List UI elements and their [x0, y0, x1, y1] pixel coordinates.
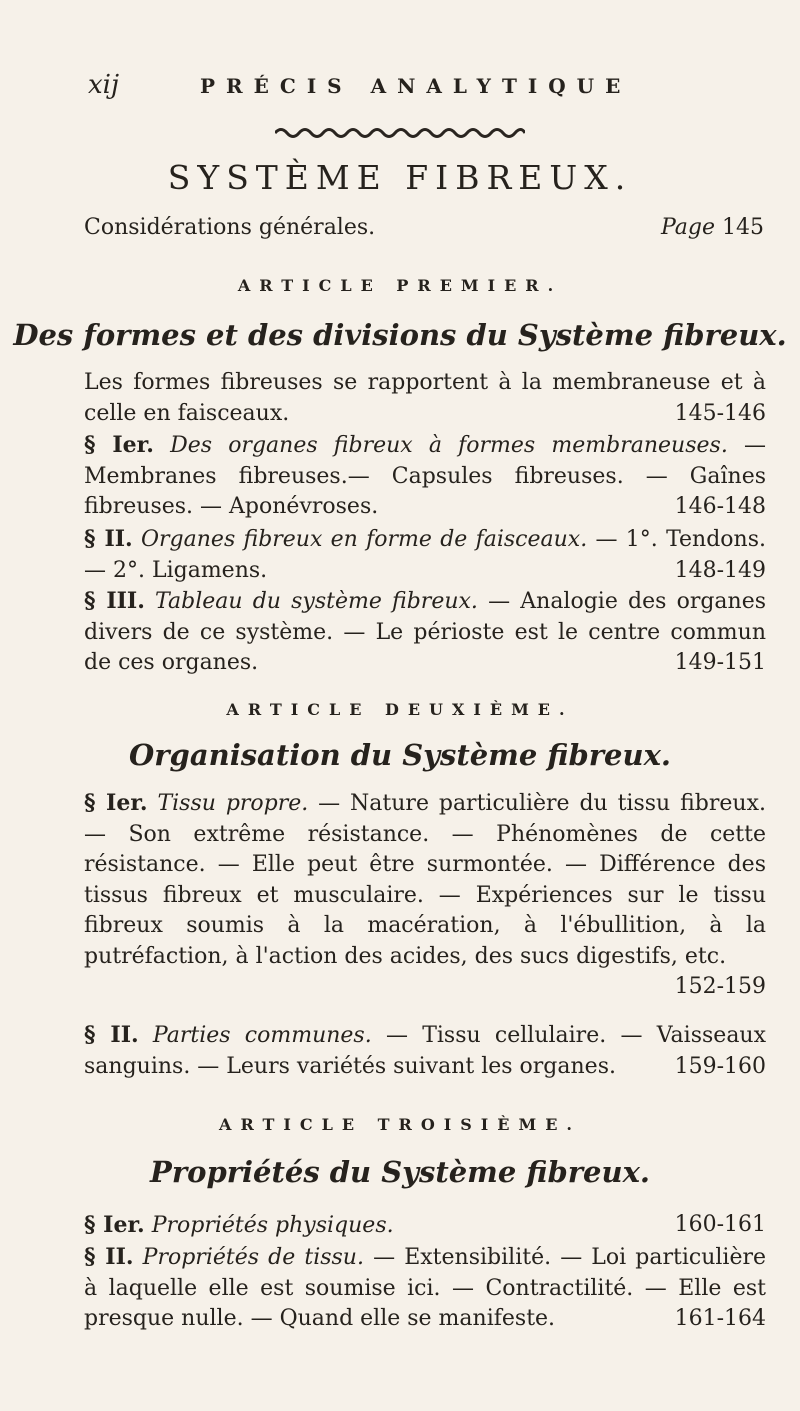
running-title: PRÉCIS ANALYTIQUE [200, 74, 632, 98]
entry-pages: 161-164 [674, 1306, 766, 1331]
entry-title: Tissu propre. [157, 791, 309, 816]
entry-text: — 1°. Tendons. — 2°. Ligamens. [84, 527, 767, 583]
article-2-heading: ARTICLE DEUXIÈME. [226, 700, 574, 719]
article-3-entry-1 [84, 1210, 766, 1242]
entry-pages: 159-160 [674, 1053, 766, 1079]
entry-text: — Tissu cellulaire. — Vaisseaux sanguins. — Leurs variétés suivant les organes. [84, 1023, 767, 1079]
entry-section: § Ier. [84, 1212, 145, 1238]
entry-pages: 145-146 [674, 400, 766, 426]
entry-section: § II. [84, 1244, 134, 1270]
intro-page-prefix: Page [660, 215, 715, 240]
entry-text: — Analogie des organes divers de ce système. — Le périoste est le centre commun de ces organes. [84, 589, 767, 675]
article-2-entry-1 [84, 788, 766, 1003]
article-3-heading: ARTICLE TROISIÈME. [219, 1115, 581, 1134]
entry-title: Des organes fibreux à formes membraneuses. [170, 433, 728, 458]
entry-title: Tableau du système fibreux. [155, 589, 478, 614]
running-head [88, 70, 760, 106]
ornament-rule [275, 126, 525, 140]
entry-title: Parties communes. [152, 1023, 372, 1048]
entry-section: § II. [84, 1022, 139, 1048]
article-1-entry-2 [84, 524, 766, 586]
article-1-entry-1 [84, 430, 766, 523]
article-3-subtitle: Propriétés du Système fibreux. [150, 1155, 650, 1189]
entry-text: — Nature particulière du tissu fibreux. — Son extrême résistance. — Phénomènes de cette résistance. — Elle peut être surmontée. — Différence des tissus fibreux et musculaire. — Expériences sur le tissu fibreux soumis à la macération, à l'ébullition, à la putréfaction, à l'action des acides, des sucs digestifs, etc. [84, 791, 766, 969]
entry-text: — Extensibilité. — Loi particulière à laquelle elle est soumise ici. — Contractilité. — Elle est presque nulle. — Quand elle se manifeste. [84, 1245, 767, 1331]
entry-section: § III. [84, 588, 145, 614]
entry-pages: 149-151 [674, 650, 766, 675]
entry-section: § Ier. [84, 790, 148, 816]
entry-pages: 160-161 [674, 1212, 766, 1237]
entry-text: Les formes fibreuses se rapportent à la membraneuse et à celle en faisceaux. [84, 370, 766, 426]
article-1-entry-3 [84, 586, 766, 679]
entry-pages: 152-159 [674, 974, 766, 999]
entry-pages: 146-148 [674, 494, 766, 519]
intro-label: Considérations générales. [84, 215, 376, 240]
entry-section: § Ier. [84, 432, 154, 458]
section-title: SYSTÈME FIBREUX. [167, 158, 633, 197]
entry-title: Organes fibreux en forme de faisceaux. [141, 527, 588, 552]
intro-page: 145 [722, 215, 764, 240]
article-1-heading: ARTICLE PREMIER. [237, 276, 563, 295]
intro-line [84, 215, 764, 240]
entry-title: Propriétés physiques. [151, 1213, 394, 1238]
entry-section: § II. [84, 526, 133, 552]
article-1-subtitle: Des formes et des divisions du Système fibreux. [13, 318, 787, 352]
entry-title: Propriétés de tissu. [142, 1245, 364, 1270]
article-2-subtitle: Organisation du Système fibreux. [129, 738, 671, 772]
article-2-entry-2 [84, 1020, 766, 1082]
entry-pages: 148-149 [674, 557, 766, 583]
folio: xij [88, 70, 120, 100]
article-3-entry-2 [84, 1242, 766, 1335]
article-1-entry-0 [84, 368, 766, 429]
entry-text: — Membranes fibreuses.— Capsules fibreuses. — Gaînes fibreuses. — Aponévroses. [84, 433, 766, 519]
